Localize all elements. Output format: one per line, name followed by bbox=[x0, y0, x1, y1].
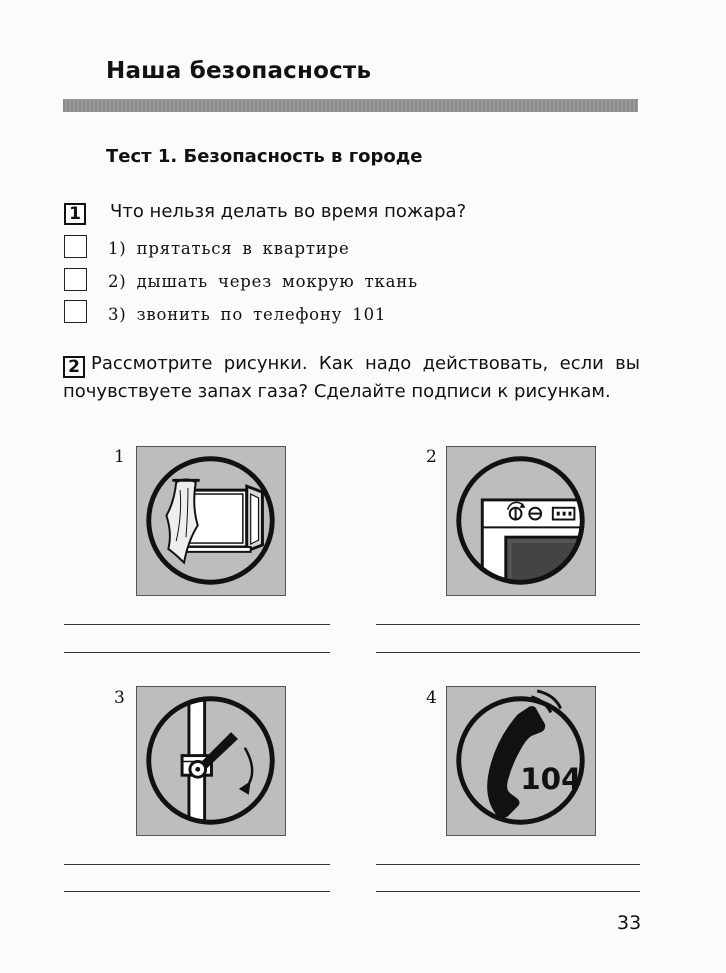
option-3-checkbox[interactable] bbox=[64, 300, 87, 323]
question-2-block bbox=[63, 350, 640, 405]
title-underline-bar bbox=[63, 99, 638, 112]
question-1-text: Что нельзя делать во время пожара? bbox=[110, 201, 467, 222]
answer-line-2a[interactable] bbox=[376, 624, 640, 625]
gas-stove-icon bbox=[447, 447, 594, 594]
question-1-number: 1 bbox=[64, 203, 86, 225]
picture-3 bbox=[136, 686, 286, 836]
picture-2-number: 2 bbox=[426, 447, 437, 467]
open-window-icon bbox=[137, 447, 284, 594]
picture-1 bbox=[136, 446, 286, 596]
emergency-number-text: 104 bbox=[520, 761, 582, 796]
answer-line-3b[interactable] bbox=[64, 891, 330, 892]
picture-3-number: 3 bbox=[114, 688, 125, 708]
gas-valve-icon bbox=[137, 687, 284, 834]
answer-line-3a[interactable] bbox=[64, 864, 330, 865]
picture-1-number: 1 bbox=[114, 447, 125, 467]
picture-4-number: 4 bbox=[426, 688, 437, 708]
answer-line-1b[interactable] bbox=[64, 652, 330, 653]
option-1-label: 1) прятаться в квартире bbox=[108, 239, 350, 258]
phone-104-icon bbox=[447, 687, 594, 834]
answer-line-1a[interactable] bbox=[64, 624, 330, 625]
answer-line-4a[interactable] bbox=[376, 864, 640, 865]
answer-line-4b[interactable] bbox=[376, 891, 640, 892]
option-3-label: 3) звонить по телефону 101 bbox=[108, 305, 387, 324]
page-title: Наша безопасность bbox=[106, 58, 372, 84]
question-2-text: Рассмотрите рисунки. Как надо действовать, если вы почувствуете запах газа? Сделайте подписи к рисункам. bbox=[63, 353, 640, 402]
option-1-checkbox[interactable] bbox=[64, 235, 87, 258]
picture-4 bbox=[446, 686, 596, 836]
test-subtitle: Тест 1. Безопасность в городе bbox=[106, 146, 423, 167]
option-2-label: 2) дышать через мокрую ткань bbox=[108, 272, 418, 291]
page-number: 33 bbox=[617, 912, 642, 934]
picture-2 bbox=[446, 446, 596, 596]
question-2-number: 2 bbox=[63, 356, 85, 378]
option-2-checkbox[interactable] bbox=[64, 268, 87, 291]
answer-line-2b[interactable] bbox=[376, 652, 640, 653]
